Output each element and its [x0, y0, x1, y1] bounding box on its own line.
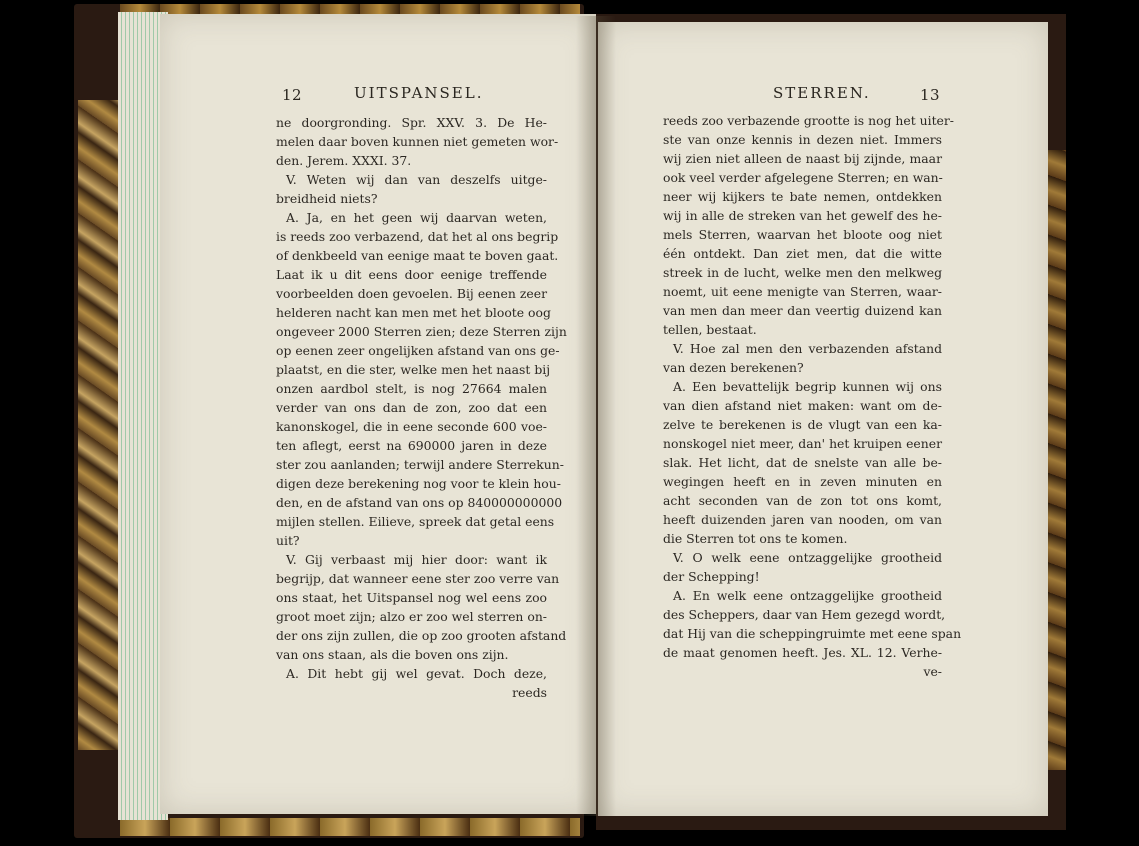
text-line: neer wij kijkers te bate nemen, ontdekken: [663, 189, 942, 204]
text-line: tellen, bestaat.: [663, 322, 757, 337]
right-page-number: 13: [920, 86, 941, 104]
text-line: dat Hij van die scheppingruimte met eene span: [663, 626, 962, 641]
text-line: melen daar boven kunnen niet gemeten wor-: [276, 134, 559, 149]
right-marbled-edge: [1046, 150, 1066, 770]
text-line: wegingen heeft en in zeven minuten en: [663, 474, 942, 489]
text-line: van men dan meer dan veertig duizend kan: [663, 303, 942, 318]
text-line: V. Weten wij dan van deszelfs uitge-: [286, 172, 547, 187]
text-line: heeft duizenden jaren van nooden, om van: [663, 512, 942, 527]
text-line: den, en de afstand van ons op 840000000000: [276, 495, 563, 510]
text-line: de maat genomen heeft. Jes. XL. 12. Verhe-: [663, 645, 942, 660]
text-line: die Sterren tot ons te komen.: [663, 531, 848, 546]
text-line: noemt, uit eene menigte van Sterren, waar-: [663, 284, 942, 299]
left-page-text: [276, 113, 567, 702]
text-line: helderen nacht kan men met het bloote oog: [276, 305, 551, 320]
text-line: onzen aardbol stelt, is nog 27664 malen: [276, 381, 547, 396]
catchword: ve-: [923, 664, 942, 679]
text-line: begrijp, dat wanneer eene ster zoo verre van: [276, 571, 560, 586]
catchword: reeds: [512, 685, 547, 700]
text-line: van dezen berekenen?: [663, 360, 804, 375]
text-line: van dien afstand niet maken: want om de-: [663, 398, 942, 413]
left-running-head: UITSPANSEL.: [354, 84, 484, 102]
text-line: nonskogel niet meer, dan' het kruipen eener: [663, 436, 942, 451]
text-line: ook veel verder afgelegene Sterren; en wan-: [663, 170, 943, 185]
text-line: zelve te berekenen is de vlugt van een ka-: [663, 417, 942, 432]
text-line: één ontdekt. Dan ziet men, dat die witte: [663, 246, 942, 261]
text-line: op eenen zeer ongelijken afstand van ons ge-: [276, 343, 560, 358]
text-line: of denkbeeld van eenige maat te boven gaat.: [276, 248, 559, 263]
text-line: van ons staan, als die boven ons zijn.: [276, 647, 509, 662]
text-line: der ons zijn zullen, die op zoo grooten afstand: [276, 628, 567, 643]
text-line: des Scheppers, daar van Hem gezegd wordt,: [663, 607, 946, 622]
text-line: V. Gij verbaast mij hier door: want ik: [286, 552, 547, 567]
text-line: groot moet zijn; alzo er zoo wel sterren on-: [276, 609, 547, 624]
text-line: A. Dit hebt gij wel gevat. Doch deze,: [286, 666, 547, 681]
right-page-text: [663, 111, 962, 681]
text-line: ten aflegt, eerst na 690000 jaren in deze: [276, 438, 547, 453]
text-line: reeds zoo verbazende grootte is nog het uiter-: [663, 113, 954, 128]
text-line: A. Ja, en het geen wij daarvan weten,: [286, 210, 547, 225]
text-line: ons staat, het Uitspansel nog wel eens zoo: [276, 590, 547, 605]
text-line: digen deze berekening nog voor te klein hou-: [276, 476, 561, 491]
text-line: ongeveer 2000 Sterren zien; deze Sterren zijn: [276, 324, 567, 339]
text-line: A. En welk eene ontzaggelijke grootheid: [673, 588, 942, 603]
text-line: voorbeelden doen gevoelen. Bij eenen zeer: [276, 286, 547, 301]
left-marbled-edge: [78, 100, 118, 750]
text-line: wij zien niet alleen de naast bij zijnde, maar: [663, 151, 942, 166]
text-line: den. Jerem. XXXI. 37.: [276, 153, 412, 168]
text-line: slak. Het licht, dat de snelste van alle be-: [663, 455, 942, 470]
text-line: ste van onze kennis in dezen niet. Immers: [663, 132, 942, 147]
text-line: uit?: [276, 533, 300, 548]
text-line: mels Sterren, waarvan het bloote oog niet: [663, 227, 942, 242]
text-line: A. Een bevattelijk begrip kunnen wij ons: [673, 379, 942, 394]
left-page-number: 12: [282, 86, 303, 104]
bottom-marbled-edge: [120, 818, 580, 836]
right-running-head: STERREN.: [773, 84, 871, 102]
text-line: ster zou aanlanden; terwijl andere Sterrekun-: [276, 457, 564, 472]
text-line: Laat ik u dit eens door eenige treffende: [276, 267, 547, 282]
text-line: mijlen stellen. Eilieve, spreek dat getal eens: [276, 514, 555, 529]
book-gutter: [576, 16, 616, 816]
text-line: ne doorgronding. Spr. XXV. 3. De He-: [276, 115, 547, 130]
text-line: verder van ons dan de zon, zoo dat een: [276, 400, 547, 415]
text-line: breidheid niets?: [276, 191, 378, 206]
text-line: streek in de lucht, welke men den melkweg: [663, 265, 942, 280]
text-line: acht seconden van de zon tot ons komt,: [663, 493, 942, 508]
text-line: V. O welk eene ontzaggelijke grootheid: [673, 550, 942, 565]
text-line: wij in alle de streken van het gewelf des he-: [663, 208, 942, 223]
text-line: der Schepping!: [663, 569, 760, 584]
text-line: plaatst, en die ster, welke men het naast bij: [276, 362, 551, 377]
text-line: kanonskogel, die in eene seconde 600 voe-: [276, 419, 547, 434]
text-line: V. Hoe zal men den verbazenden afstand: [673, 341, 942, 356]
text-line: is reeds zoo verbazend, dat het al ons begrip: [276, 229, 559, 244]
